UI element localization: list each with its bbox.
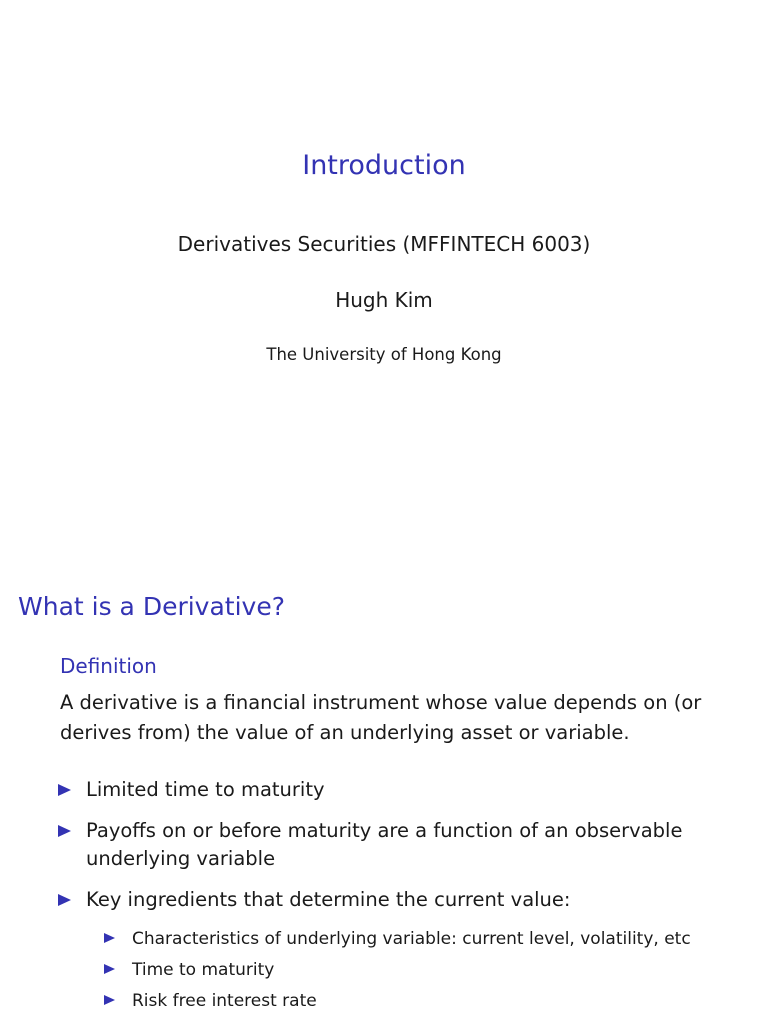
sub-bullet-item <box>104 924 748 955</box>
bullet-item <box>58 776 748 804</box>
triangle-bullet-icon <box>58 784 71 796</box>
presentation-title: Introduction <box>302 150 466 181</box>
frame-title: What is a Derivative? <box>18 592 285 621</box>
course-subtitle: Derivatives Securities (MFFINTECH 6003) <box>177 232 591 256</box>
bullet-item <box>58 886 748 1017</box>
author-name: Hugh Kim <box>335 288 433 312</box>
derivative-slide <box>0 540 768 1024</box>
sub-bullet-text: Time to maturity <box>132 960 275 980</box>
definition-body: A derivative is a financial instrument whose value depends on (or derives from) the value of an underlying asset or variable. <box>60 691 702 744</box>
bullet-text: Payoffs on or before maturity are a function of an observable underlying variable <box>86 819 683 870</box>
sub-bullet-text: Risk free interest rate <box>132 991 317 1011</box>
definition-title: Definition <box>60 654 157 678</box>
triangle-bullet-icon <box>104 933 115 943</box>
sub-bullet-item <box>104 955 748 986</box>
bullet-list <box>58 776 748 1017</box>
sub-bullet-text: Characteristics of underlying variable: current level, volatility, etc <box>132 929 691 949</box>
bullet-item <box>58 817 748 873</box>
sub-bullet-list <box>104 924 748 1017</box>
triangle-bullet-icon <box>58 825 71 837</box>
triangle-bullet-icon <box>58 894 71 906</box>
triangle-bullet-icon <box>104 995 115 1005</box>
sub-bullet-item <box>104 986 748 1017</box>
bullet-text: Limited time to maturity <box>86 778 325 801</box>
triangle-bullet-icon <box>104 964 115 974</box>
bullet-text: Key ingredients that determine the current value: <box>86 888 571 911</box>
institute-name: The University of Hong Kong <box>266 345 502 364</box>
